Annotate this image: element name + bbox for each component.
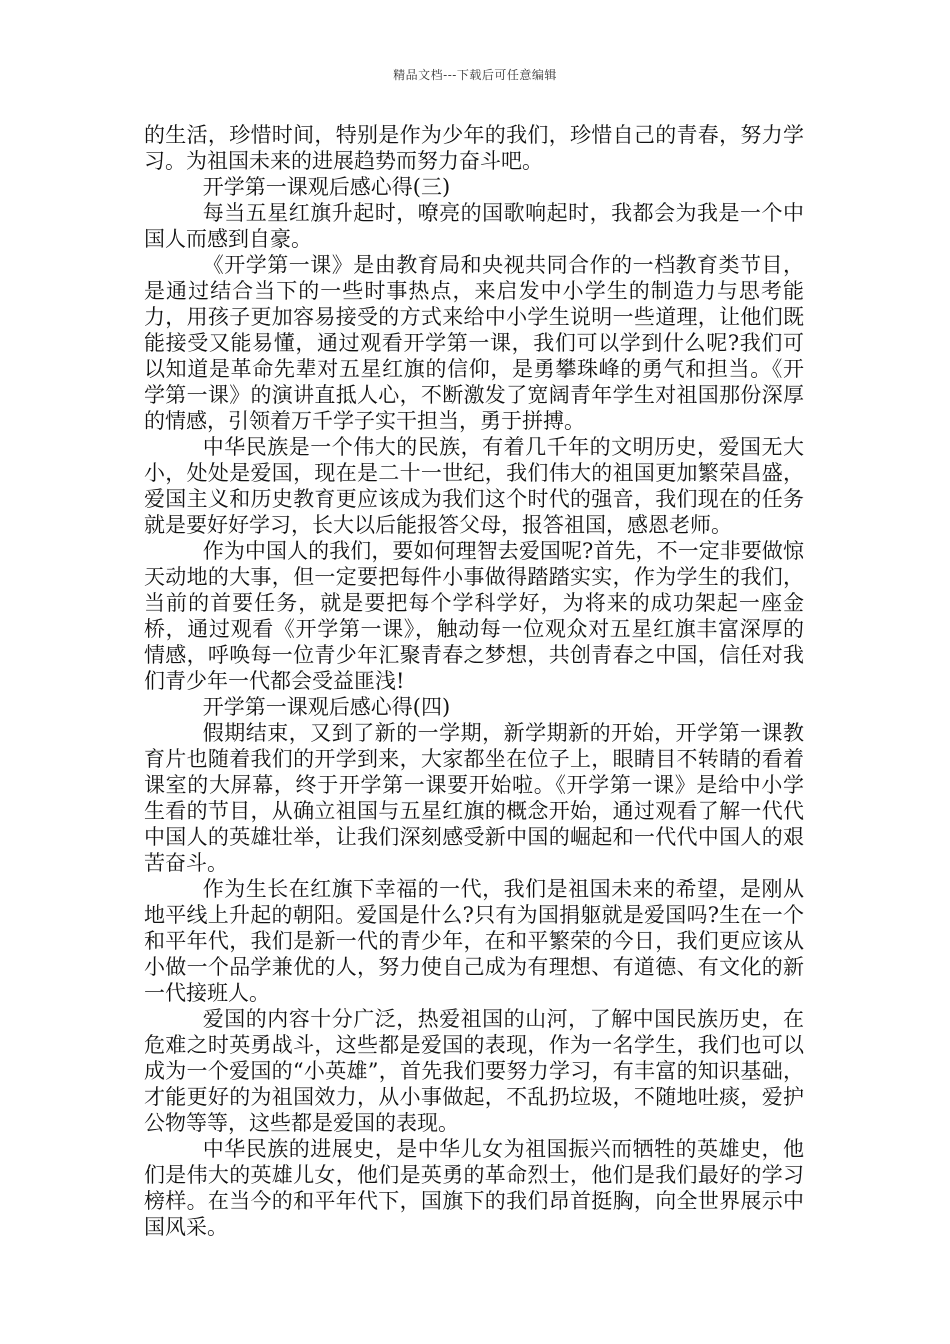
paragraph-continuation: 的生活，珍惜时间，特别是作为少年的我们，珍惜自己的青春，努力学习。为祖国未来的进展趋势而努力奋斗吧。 [144, 123, 804, 173]
paragraph: 爱国的内容十分广泛，热爱祖国的山河，了解中国民族历史，在危难之时英勇战斗，这些都是爱国的表现，作为一名学生，我们也可以成为一个爱国的“小英雄”，首先我们要努力学习，有丰富的知识基础，才能更好的为祖国效力，从小事做起，不乱扔垃圾，不随地吐痰，爱护公物等等，这些都是爱国的表现。 [144, 1007, 804, 1135]
paragraph: 中华民族的进展史，是中华儿女为祖国振兴而牺牲的英雄史，他们是伟大的英雄儿女，他们是英勇的革命烈士，他们是我们最好的学习榜样。在当今的和平年代下，国旗下的我们昂首挺胸，向全世界展示中国风采。 [144, 1137, 804, 1239]
paragraph: 《开学第一课》是由教育局和央视共同合作的一档教育类节目，是通过结合当下的一些时事热点，来启发中小学生的制造力与思考能力，用孩子更加容易接受的方式来给中小学生说明一些道理，让他们既能接受又能易懂，通过观看开学第一课，我们可以学到什么呢?我们可以知道是革命先辈对五星红旗的信仰，是勇攀珠峰的勇气和担当。《开学第一课》的演讲直抵人心，不断激发了宽阔青年学生对祖国那份深厚的情感，引领着万千学子实干担当，勇于拼搏。 [144, 253, 804, 433]
document-body [144, 122, 804, 1240]
paragraph: 作为生长在红旗下幸福的一代，我们是祖国未来的希望，是刚从地平线上升起的朝阳。爱国是什么?只有为国捐躯就是爱国吗?生在一个和平年代，我们是新一代的青少年，在和平繁荣的今日，我们更应该从小做一个品学兼优的人，努力使自己成为有理想、有道德、有文化的新一代接班人。 [144, 877, 804, 1005]
paragraph: 假期结束，又到了新的一学期，新学期新的开始，开学第一课教育片也随着我们的开学到来，大家都坐在位子上，眼睛目不转睛的看着课室的大屏幕，终于开学第一课要开始啦。《开学第一课》是给中小学生看的节目，从确立祖国与五星红旗的概念开始，通过观看了解一代代中国人的英雄壮举，让我们深刻感受新中国的崛起和一代代中国人的艰苦奋斗。 [144, 721, 804, 875]
paragraph: 每当五星红旗升起时，嘹亮的国歌响起时，我都会为我是一个中国人而感到自豪。 [144, 201, 804, 251]
section-heading-4: 开学第一课观后感心得(四) [202, 695, 451, 719]
section-heading-3: 开学第一课观后感心得(三) [202, 175, 451, 199]
paragraph: 中华民族是一个伟大的民族，有着几千年的文明历史，爱国无大小，处处是爱国，现在是二十一世纪，我们伟大的祖国更加繁荣昌盛，爱国主义和历史教育更应该成为我们这个时代的强音，我们现在的任务就是要好好学习，长大以后能报答父母，报答祖国，感恩老师。 [144, 435, 804, 537]
paragraph: 作为中国人的我们，要如何理智去爱国呢?首先，不一定非要做惊天动地的大事，但一定要把每件小事做得踏踏实实，作为学生的我们，当前的首要任务，就是要把每个学科学好，为将来的成功架起一座金桥，通过观看《开学第一课》，触动每一位观众对五星红旗丰富深厚的情感，呼唤每一位青少年汇聚青春之梦想，共创青春之中国，信任对我们青少年一代都会受益匪浅! [144, 539, 804, 693]
page-header: 精品文档---下载后可任意编辑 [393, 68, 557, 82]
